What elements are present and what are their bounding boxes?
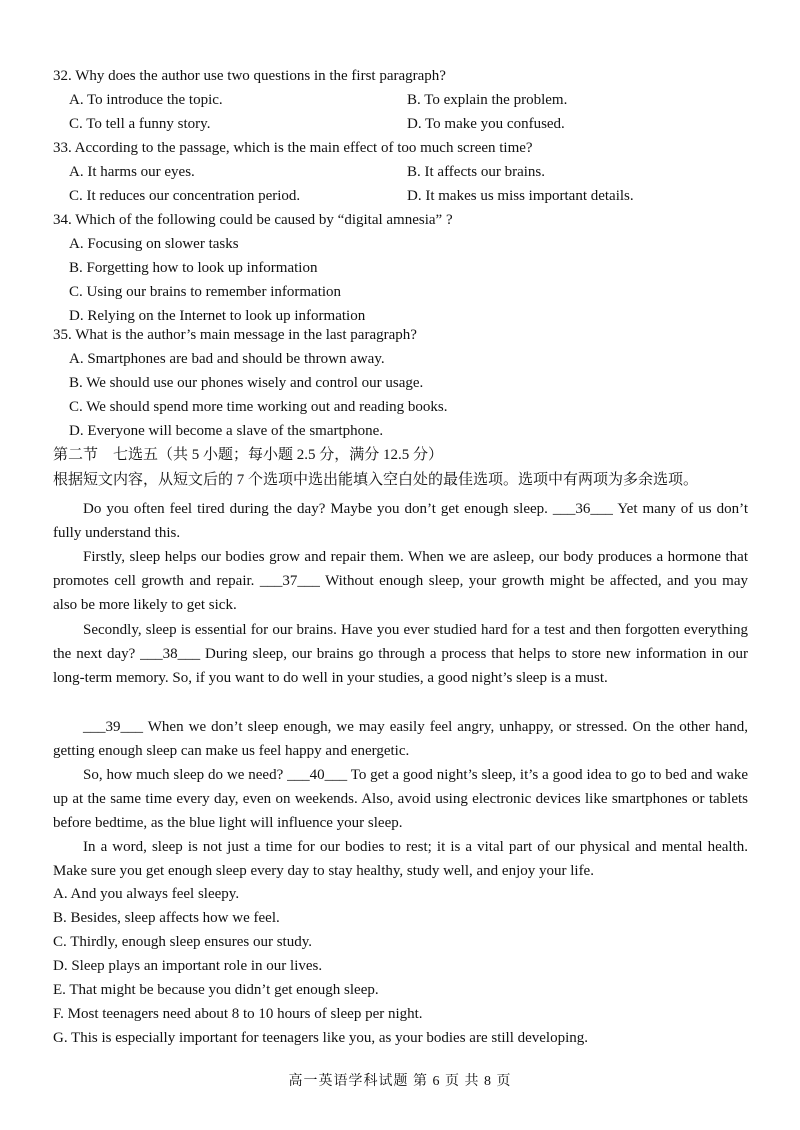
section-instruction: 根据短文内容，从短文后的 7 个选项中选出能填入空白处的最佳选项。选项中有两项为多余选项。	[53, 472, 699, 488]
passage-paragraph	[53, 497, 748, 545]
question-34-option-d: D. Relying on the Internet to look up information	[69, 308, 366, 324]
passage-paragraph	[53, 618, 748, 691]
passage-text: ___39___ When we don’t sleep enough, we may easily feel angry, unhappy, or stressed. On the other hand, getting enough sleep can make us feel happy and energetic.	[53, 719, 748, 760]
choice-e: E. That might be because you didn’t get enough sleep.	[53, 982, 379, 998]
page-footer: 高一英语学科试题 第 6 页 共 8 页	[288, 1074, 512, 1089]
question-35-option-d: D. Everyone will become a slave of the smartphone.	[69, 423, 384, 439]
question-32-option-c: C. To tell a funny story.	[69, 116, 211, 132]
question-33-option-a: A. It harms our eyes.	[69, 164, 195, 180]
passage-text: So, how much sleep do we need? ___40___ To get a good night’s sleep, it’s a good idea to go to bed and wake up at the same time every day, even on weekends. Also, avoid using electronic devices like smartphones or tablets before bedtime, as the blue light will influence your sleep.	[53, 767, 748, 832]
question-34-option-c: C. Using our brains to remember information	[69, 284, 342, 300]
choice-c: C. Thirdly, enough sleep ensures our study.	[53, 934, 312, 950]
choice-f: F. Most teenagers need about 8 to 10 hours of sleep per night.	[53, 1006, 423, 1022]
passage-text: Firstly, sleep helps our bodies grow and repair them. When we are asleep, our body produces a hormone that promotes cell growth and repair. ___37___ Without enough sleep, your growth might be affected, and you may also be more likely to get sick.	[53, 549, 748, 614]
question-32-option-a: A. To introduce the topic.	[69, 92, 223, 108]
question-33-option-d: D. It makes us miss important details.	[407, 188, 634, 204]
choice-a: A. And you always feel sleepy.	[53, 886, 240, 902]
passage-paragraph	[53, 835, 748, 883]
question-35-option-c: C. We should spend more time working out and reading books.	[69, 399, 448, 415]
section-title: 第二节 七选五（共 5 小题；每小题 2.5 分，满分 12.5 分）	[53, 447, 444, 463]
question-35-option-a: A. Smartphones are bad and should be thrown away.	[69, 351, 385, 367]
question-32-stem: 32. Why does the author use two questions in the first paragraph?	[53, 68, 446, 84]
choice-g: G. This is especially important for teenagers like you, as your bodies are still developing.	[53, 1030, 589, 1046]
question-34-option-b: B. Forgetting how to look up information	[69, 260, 318, 276]
question-32-option-b: B. To explain the problem.	[407, 92, 568, 108]
question-33-option-c: C. It reduces our concentration period.	[69, 188, 301, 204]
question-32-option-d: D. To make you confused.	[407, 116, 565, 132]
passage-text: In a word, sleep is not just a time for our bodies to rest; it is a vital part of our physical and mental health. Make sure you get enough sleep every day to stay healthy, study well, and enjoy your life.	[53, 839, 748, 880]
question-33-stem: 33. According to the passage, which is the main effect of too much screen time?	[53, 140, 533, 156]
question-35-option-b: B. We should use our phones wisely and control our usage.	[69, 375, 424, 391]
question-33-option-b: B. It affects our brains.	[407, 164, 546, 180]
passage-text: Secondly, sleep is essential for our brains. Have you ever studied hard for a test and then forgotten everything the next day? ___38___ During sleep, our brains go through a process that helps to store new information in our long-term memory. So, if you want to do well in your studies, a good night’s sleep is a must.	[53, 622, 748, 687]
question-34-stem: 34. Which of the following could be caused by “digital amnesia” ?	[53, 212, 453, 228]
passage-paragraph	[53, 715, 748, 763]
passage-text: Do you often feel tired during the day? Maybe you don’t get enough sleep. ___36___ Yet many of us don’t fully understand this.	[53, 501, 748, 542]
question-35-stem: 35. What is the author’s main message in the last paragraph?	[53, 327, 417, 343]
choice-d: D. Sleep plays an important role in our lives.	[53, 958, 323, 974]
question-34-option-a: A. Focusing on slower tasks	[69, 236, 239, 252]
passage-paragraph	[53, 763, 748, 836]
choice-b: B. Besides, sleep affects how we feel.	[53, 910, 280, 926]
passage-paragraph	[53, 545, 748, 618]
